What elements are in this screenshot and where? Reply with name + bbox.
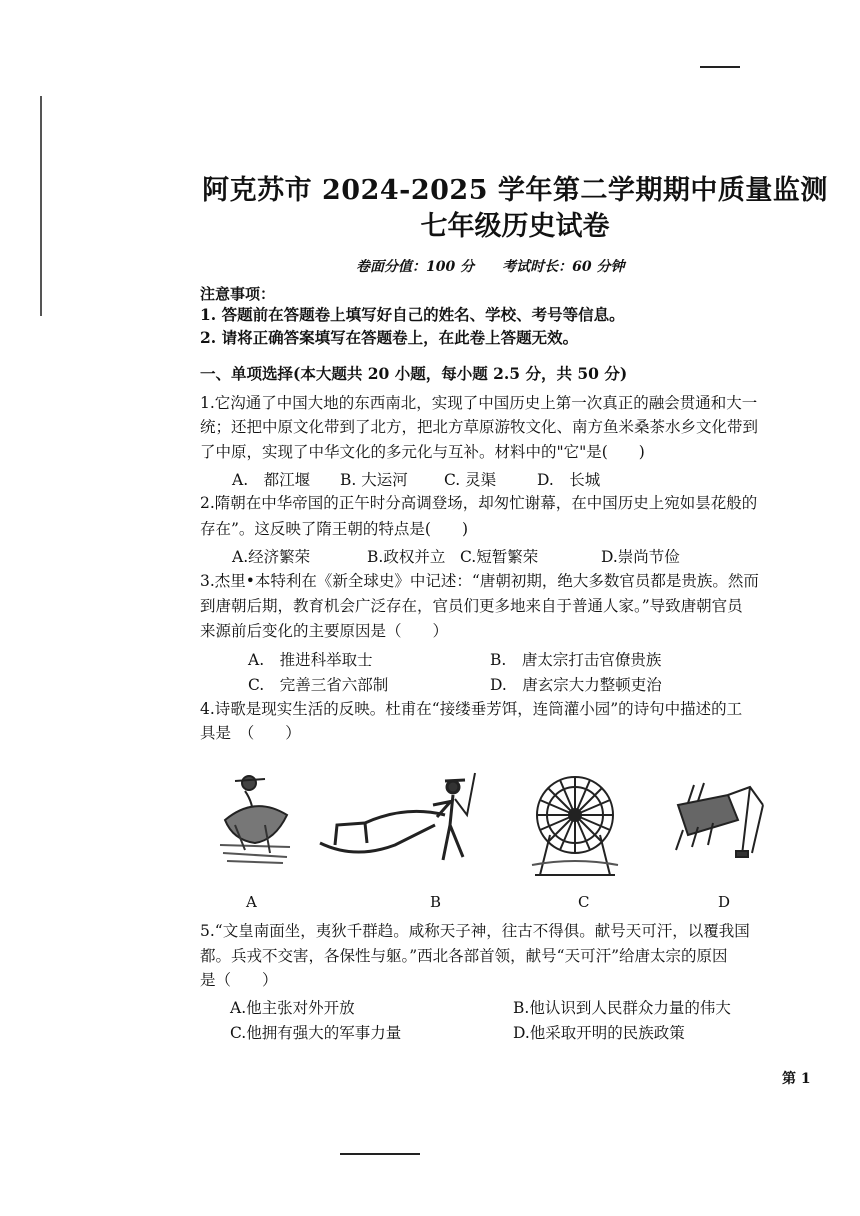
q2-option-a: A.经济繁荣 bbox=[232, 548, 311, 566]
q1-line-2: 统；还把中原文化带到了北方，把北方草原游牧文化、南方鱼米桑茶水乡文化带到 bbox=[200, 418, 759, 436]
q3-option-d: D. 唐玄宗大力整顿吏治 bbox=[490, 676, 662, 694]
q5-option-a: A.他主张对外开放 bbox=[230, 999, 355, 1017]
tool-illustration-d bbox=[668, 765, 768, 865]
scan-mark-bottom bbox=[340, 1153, 420, 1155]
q1-option-c: C. 灵渠 bbox=[444, 471, 497, 489]
q5-line-1: 5.“文皇南面坐，夷狄千群趋。咸称天子神，往古不得俱。献号天可汗，以覆我国 bbox=[200, 922, 750, 940]
q5-line-2: 都。兵戎不交害，各保性与躯。”西北各部首领，献号“天可汗”给唐太宗的原因 bbox=[200, 947, 728, 965]
q1-line-1: 1.它沟通了中国大地的东西南北，实现了中国历史上第一次真正的融会贯通和大一 bbox=[200, 394, 758, 412]
tool-illustration-c bbox=[530, 765, 620, 885]
tool-illustration-b bbox=[315, 765, 495, 875]
q2-option-b: B.政权并立 bbox=[367, 548, 446, 566]
q4-label-b: B bbox=[430, 893, 442, 911]
q4-label-a: A bbox=[246, 893, 257, 911]
q5-option-d: D.他采取开明的民族政策 bbox=[513, 1024, 685, 1042]
duration-info: 考试时长：60 分钟 bbox=[502, 259, 625, 275]
q5-option-b: B.他认识到人民群众力量的伟大 bbox=[513, 999, 731, 1017]
q1-option-a: A. 都江堰 bbox=[232, 471, 311, 489]
q2-line-1: 2.隋朝在中华帝国的正午时分高调登场，却匆忙谢幕，在中国历史上宛如昙花般的 bbox=[200, 494, 758, 512]
q2-option-d: D.崇尚节俭 bbox=[601, 548, 680, 566]
q5-line-3: 是（ ） bbox=[200, 971, 278, 989]
q4-line-2: 具是 （ ） bbox=[200, 724, 301, 742]
notice-item-2: 2. 请将正确答案填写在答题卷上，在此卷上答题无效。 bbox=[200, 328, 579, 347]
scan-mark-top bbox=[700, 66, 740, 68]
section-heading: 一、单项选择(本大题共 20 小题，每小题 2.5 分，共 50 分) bbox=[200, 364, 628, 383]
q3-option-b: B. 唐太宗打击官僚贵族 bbox=[490, 651, 662, 669]
notice-heading: 注意事项： bbox=[200, 285, 276, 303]
q1-option-b: B. 大运河 bbox=[340, 471, 408, 489]
page-number: 第 1 bbox=[782, 1071, 811, 1087]
q5-option-c: C.他拥有强大的军事力量 bbox=[230, 1024, 402, 1042]
q1-line-3: 了中原，实现了中华文化的多元化与互补。材料中的"它"是( ) bbox=[200, 443, 645, 461]
q4-line-1: 4.诗歌是现实生活的反映。杜甫在“接缕垂芳饵，连筒灌小园”的诗句中描述的工 bbox=[200, 700, 743, 718]
exam-subtitle: 七年级历史试卷 bbox=[420, 211, 610, 242]
q4-label-c: C bbox=[578, 893, 590, 911]
q1-option-d: D. 长城 bbox=[537, 471, 601, 489]
tool-illustration-a bbox=[215, 765, 295, 875]
exam-title: 阿克苏市 2024-2025 学年第二学期期中质量监测 bbox=[202, 175, 828, 206]
q3-option-c: C. 完善三省六部制 bbox=[248, 676, 389, 694]
score-info: 卷面分值：100 分 bbox=[356, 259, 475, 275]
q3-line-3: 来源前后变化的主要原因是（ ） bbox=[200, 622, 449, 640]
q3-option-a: A. 推进科举取士 bbox=[248, 651, 373, 669]
q3-line-2: 到唐朝后期，教育机会广泛存在，官员们更多地来自于普通人家。”导致唐朝官员 bbox=[200, 597, 743, 615]
exam-meta bbox=[356, 256, 624, 276]
q2-line-2: 存在”。这反映了隋王朝的特点是( ) bbox=[200, 520, 469, 538]
q3-line-1: 3.杰里•本特利在《新全球史》中记述：“唐朝初期，绝大多数官员都是贵族。然而 bbox=[200, 572, 759, 590]
q4-label-d: D bbox=[718, 893, 731, 911]
notice-item-1: 1. 答题前在答题卷上填写好自己的姓名、学校、考号等信息。 bbox=[200, 305, 625, 324]
q2-option-c: C.短暂繁荣 bbox=[460, 548, 539, 566]
